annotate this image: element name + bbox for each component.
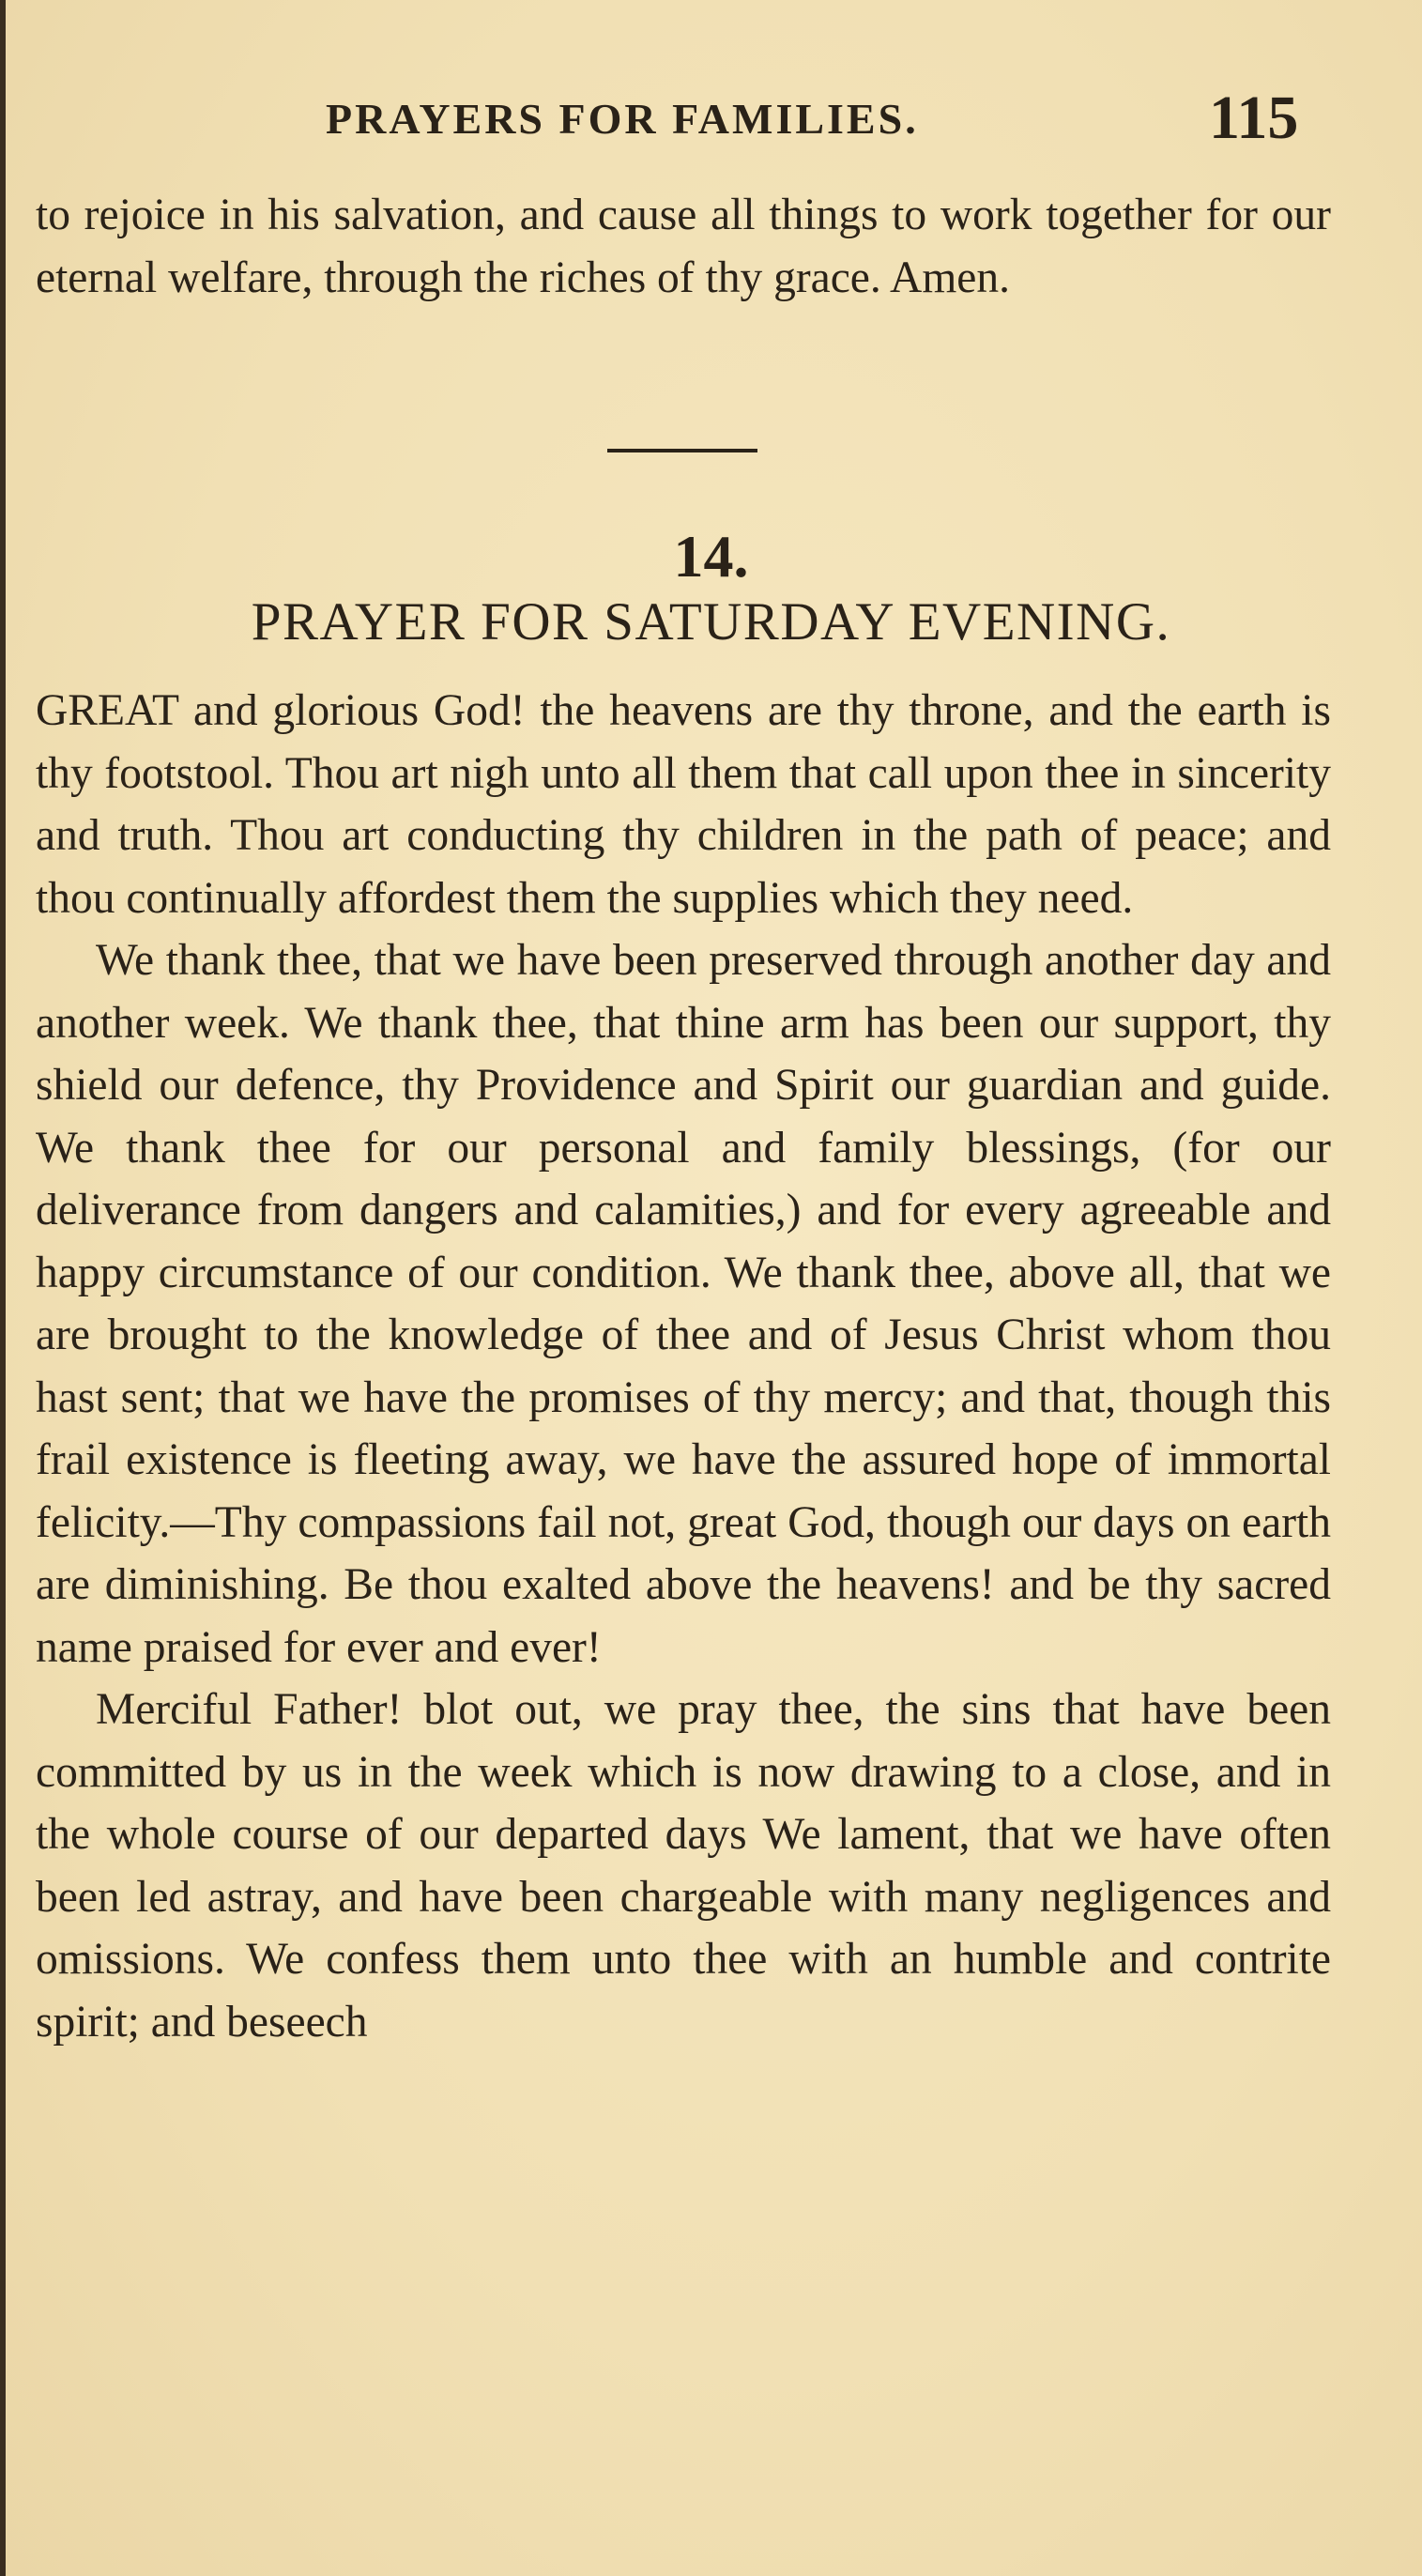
page-number: 115 [1209, 84, 1299, 152]
prayer-body [36, 680, 1331, 2053]
prayer-title: PRAYER FOR SATURDAY EVENING. [251, 592, 1171, 652]
page-binding-edge [0, 0, 6, 2576]
prayer-paragraph-1: GREAT and glorious God! the heavens are thy throne, and the earth is thy footstool. Thou art nigh unto all them that call upon thee in sincerity and truth. Thou art conducting thy children in the path of peace; and thou continually affordest them the supplies which they need. [36, 686, 1331, 923]
running-title: PRAYERS FOR FAMILIES. [326, 95, 919, 143]
prayer-paragraph-3: Merciful Father! blot out, we pray thee, the sins that have been committed by us in the week which is now drawing to a close, and in the whole course of our departed days We lament, that we have often been led astray, and have been chargeable with many negligences and omissions. We confess them unto thee with an humble and contrite spirit; and beseech [36, 1685, 1331, 2047]
opening-paragraph: to rejoice in his salvation, and cause all things to work together for our eternal welfare, through the riches of thy grace. Amen. [36, 191, 1331, 302]
section-divider-rule [607, 449, 757, 452]
prayer-paragraph-2: We thank thee, that we have been preserved through another day and another week. We thank thee, that thine arm has been our support, thy shield our defence, thy Providence and Spirit our guardian and guide. We thank thee for our personal and family blessings, (for our deliverance from dangers and calamities,) and for every agreeable and happy circumstance of our condition. We thank thee, above all, that we are brought to the knowledge of thee and of Jesus Christ whom thou hast sent; that we have the promises of thy mercy; and that, though this frail existence is fleeting away, we have the assured hope of immortal felicity.—Thy compassions fail not, great God, though our days on earth are diminishing. Be thou exalted above the heavens! and be thy sacred name praised for ever and ever! [36, 936, 1331, 1672]
running-head [0, 83, 1422, 158]
opening-paragraph-block [36, 184, 1331, 309]
prayer-number: 14. [673, 523, 749, 590]
